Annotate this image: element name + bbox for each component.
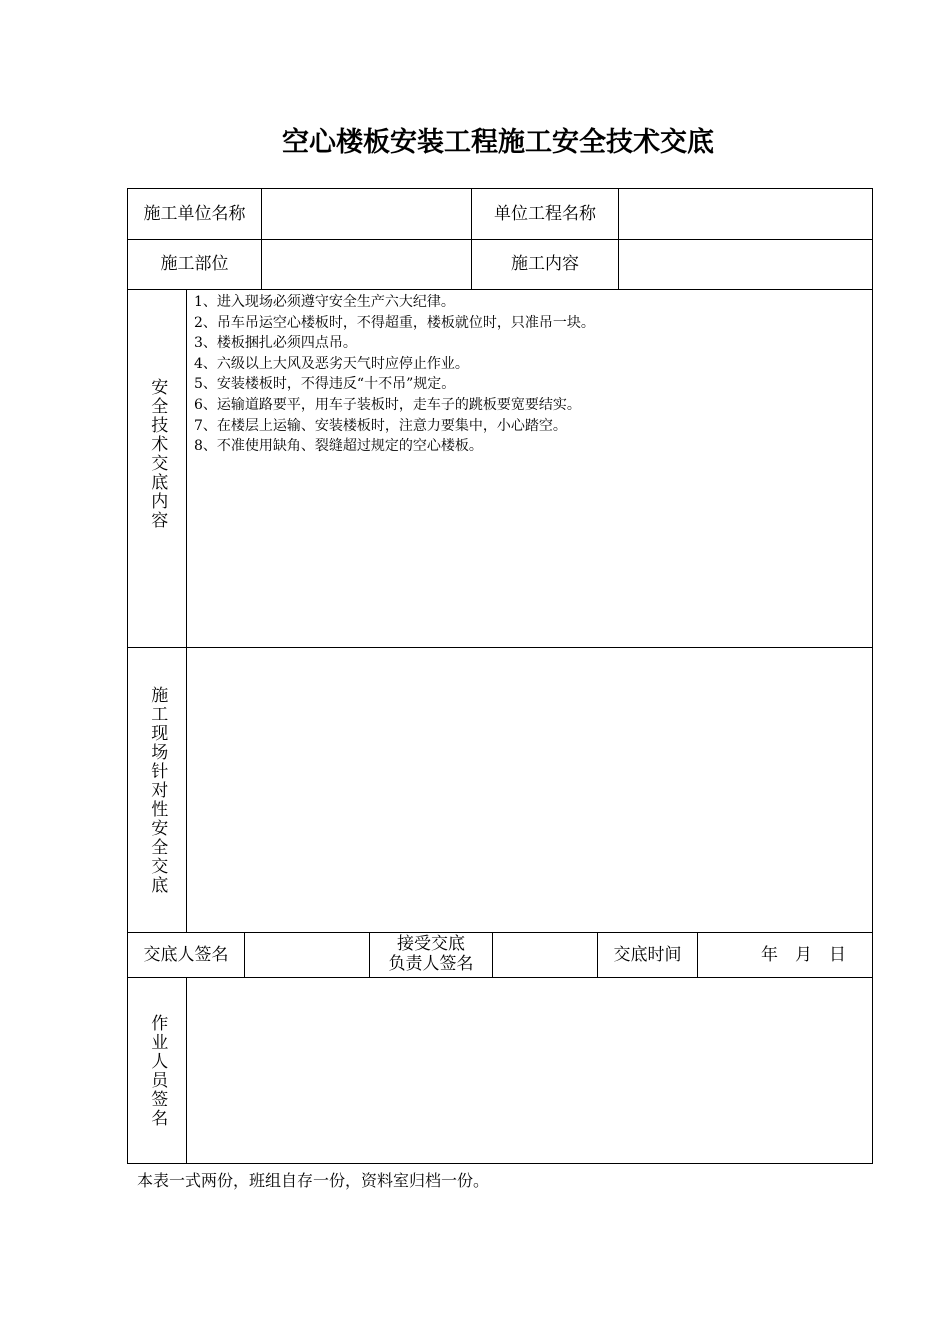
workers-signature-label [128, 978, 187, 1163]
receiver-signature-field[interactable] [493, 933, 598, 978]
site-briefing-label [128, 648, 187, 933]
footer-note: 本表一式两份，班组自存一份，资料室归档一份。 [137, 1171, 490, 1190]
receiver-label-line1: 接受交底 [397, 934, 465, 955]
receiver-signature-label [370, 933, 493, 978]
safety-item: 2、吊车吊运空心楼板时，不得超重，楼板就位时，只准吊一块。 [194, 314, 595, 331]
workers-signature-field[interactable] [187, 978, 872, 1163]
safety-item: 4、六级以上大风及恶劣天气时应停止作业。 [194, 355, 469, 372]
briefing-date-field[interactable]: 年 月 日 [698, 933, 872, 978]
safety-content-label [128, 290, 187, 648]
form-title: 空心楼板安装工程施工安全技术交底 [282, 127, 714, 158]
content-field[interactable] [619, 240, 872, 290]
receiver-label-line2: 负责人签名 [388, 954, 474, 974]
unit-name-field[interactable] [262, 189, 472, 240]
workers-signature-label-text: 作业人员签名 [147, 1013, 168, 1128]
briefing-time-label: 交底时间 [598, 933, 698, 978]
safety-item: 6、运输道路要平，用车子装板时，走车子的跳板要宽要结实。 [194, 396, 581, 413]
safety-item: 5、安装楼板时，不得违反“十不吊”规定。 [194, 376, 456, 393]
project-name-field[interactable] [619, 189, 872, 240]
briefer-signature-field[interactable] [245, 933, 370, 978]
unit-name-label: 施工单位名称 [128, 189, 262, 240]
safety-item: 3、楼板捆扎必须四点吊。 [194, 335, 357, 352]
safety-content-body [187, 290, 872, 648]
location-field[interactable] [262, 240, 472, 290]
site-briefing-field[interactable] [187, 648, 872, 933]
safety-briefing-form [127, 188, 873, 1164]
safety-item: 7、在楼层上运输、安装楼板时，注意力要集中，小心踏空。 [194, 417, 567, 434]
project-name-label: 单位工程名称 [472, 189, 619, 240]
safety-content-label-text: 安全技术交底内容 [147, 378, 168, 530]
site-briefing-label-text: 施工现场针对性安全交底 [147, 685, 168, 895]
safety-item: 8、不准使用缺角、裂缝超过规定的空心楼板。 [194, 438, 483, 455]
safety-item: 1、进入现场必须遵守安全生产六大纪律。 [194, 294, 455, 310]
content-label: 施工内容 [472, 240, 619, 290]
briefer-signature-label: 交底人签名 [128, 933, 245, 978]
safety-items-list [194, 292, 872, 457]
location-label: 施工部位 [128, 240, 262, 290]
